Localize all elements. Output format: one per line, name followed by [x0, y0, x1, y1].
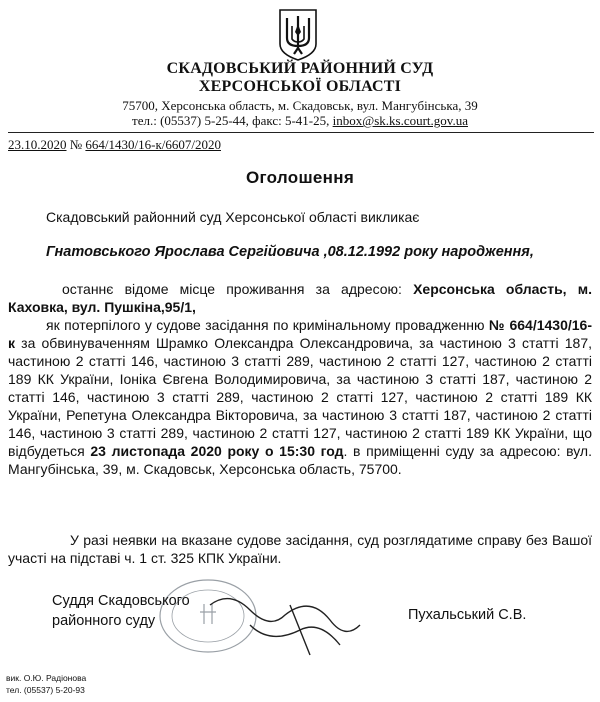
residence-address: Херсонська область, м. Каховка, вул. Пушкіна,95/1,: [8, 281, 592, 315]
summoned-person: Гнатовського Ярослава Сергійовича ,08.12.1992 року народження,: [46, 244, 534, 260]
summons-part1: як потерпілого у судове засідання по кримінальному провадженню: [46, 317, 489, 333]
handwritten-signature: [190, 585, 380, 665]
hearing-datetime: 23 листопада 2020 року о 15:30 год: [90, 443, 344, 459]
position-line2: районного суду: [52, 613, 156, 629]
warning-paragraph: У разі неявки на вказане судове засідання, суд розглядатиме справу без Вашої участі на підставі ч. 1 ст. 325 КПК України.: [8, 532, 592, 566]
position-line1: Суддя Скадовського: [52, 593, 190, 609]
judge-name: Пухальський С.В.: [408, 607, 527, 623]
coat-of-arms-icon: [278, 8, 318, 62]
court-name-line1: СКАДОВСЬКИЙ РАЙОННИЙ СУД: [166, 60, 434, 77]
summons-paragraph: [8, 316, 592, 478]
case-number: № 664/1430/16-к: [8, 317, 592, 351]
residence-paragraph: [8, 280, 592, 316]
document-date: 23.10.2020: [8, 137, 67, 152]
signature-position: [52, 591, 212, 631]
document-number: 664/1430/16-к/6607/2020: [85, 137, 221, 152]
executor-phone: тел. (05537) 5-20-93: [6, 685, 85, 695]
executor: вик. О.Ю. Радіонова: [6, 673, 87, 683]
main-body: [8, 280, 592, 478]
email-link[interactable]: inbox@sk.ks.court.gov.ua: [332, 113, 468, 128]
contacts-phone-fax: тел.: (05537) 5-25-44, факс: 5-41-25,: [132, 113, 333, 128]
summons-part3: . в приміщенні суду за адресою: вул. Мангубінська, 39, м. Скадовськ, Херсонська область, 75700.: [8, 443, 592, 477]
residence-prefix: останнє відоме місце проживання за адресою:: [62, 281, 414, 297]
court-name-line2: ХЕРСОНСЬКОЇ ОБЛАСТІ: [198, 78, 402, 95]
document-reference: [8, 137, 221, 153]
number-sign: №: [69, 137, 83, 152]
summons-part2: за обвинуваченням Шрамко Олександра Олександровича, за частиною 3 статті 187, частиною 2 статті 146, частиною 3 статті 289, частиною 2 статті 127, частиною 2 статті 189 КК України, Іоніка Євгена Володимировича, за частиною 3 статті 187, частиною 2 статті 146, частиною 3 статті 289, частиною 2 статті 127, частиною 2 статті 189 КК України, Репетуна Олександра Вікторовича, за частиною 3 статті 187, частиною 2 статті 146, частиною 3 статті 289, частиною 2 статті 127, частиною 2 статті 189 КК України, що відбудеться: [8, 335, 592, 459]
court-address: 75700, Херсонська область, м. Скадовськ, вул. Мангубінська, 39: [122, 98, 478, 113]
page-title: Оголошення: [245, 168, 355, 187]
intro-text: Скадовський районний суд Херсонської області викликає: [46, 209, 420, 225]
header-divider: [8, 132, 594, 133]
court-contacts: [0, 113, 600, 129]
